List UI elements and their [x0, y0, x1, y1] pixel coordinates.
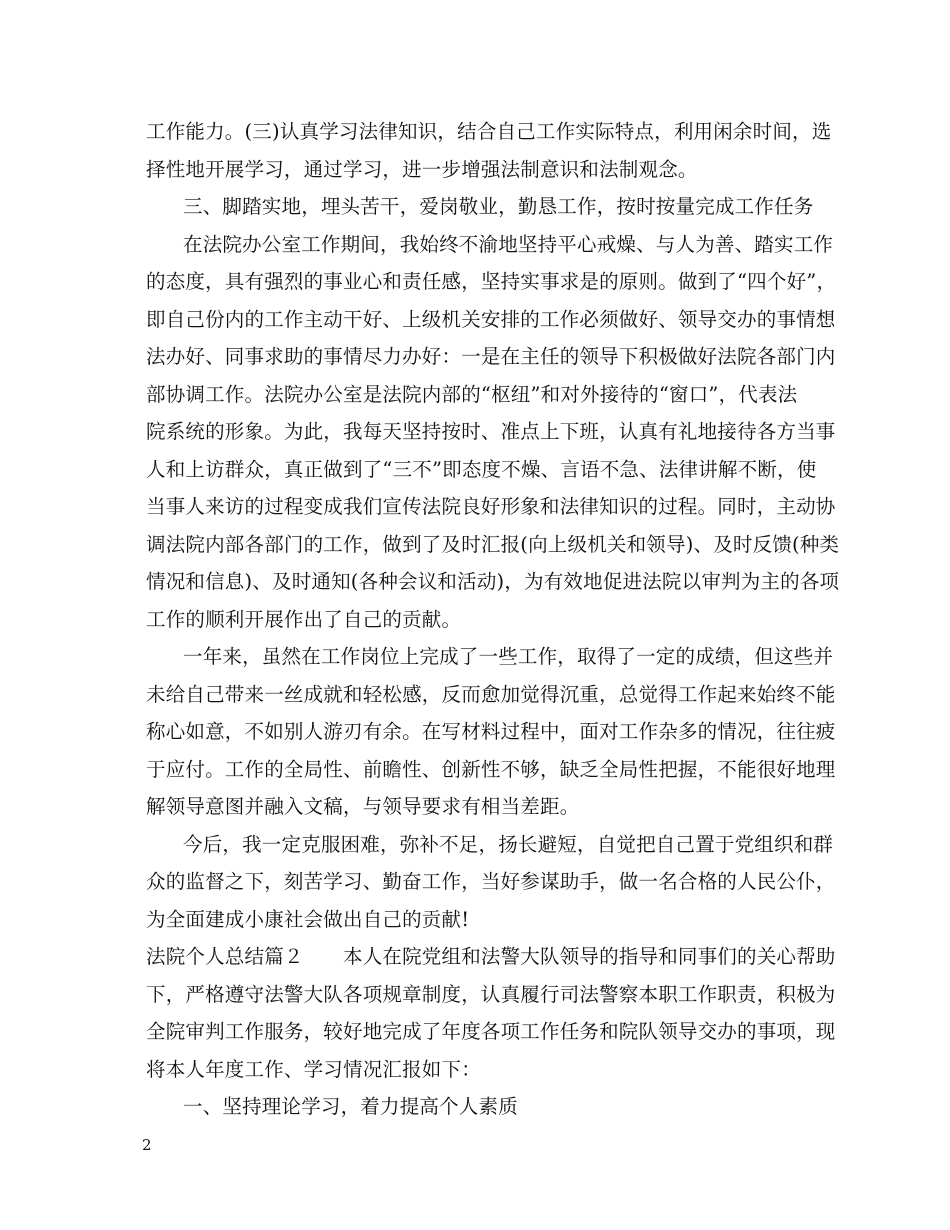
body-text-line: 众的监督之下，刻苦学习、勤奋工作，当好参谋助手，做一名合格的人民公仆，	[146, 870, 836, 893]
body-text-line: 于应付。工作的全局性、前瞻性、创新性不够，缺乏全局性把握，不能很好地理	[146, 758, 836, 781]
body-text-line: 工作的顺利开展作出了自己的贡献。	[146, 608, 462, 631]
body-text-line: 即自己份内的工作主动干好、上级机关安排的工作必须做好、领导交办的事情想	[146, 308, 836, 331]
body-text-line: 人和上访群众，真正做到了“三不”即态度不燥、言语不急、法律讲解不断，使	[146, 458, 817, 481]
body-text-line: 将本人年度工作、学习情况汇报如下：	[146, 1058, 481, 1081]
body-text-line: 的态度，具有强烈的事业心和责任感，坚持实事求是的原则。做到了“四个好”，	[146, 270, 837, 293]
body-text-line: 情况和信息)、及时通知(各种会议和活动)，为有效地促进法院以审判为主的各项	[146, 570, 840, 593]
body-text-line: 全院审判工作服务，较好地完成了年度各项工作任务和院队领导交办的事项，现	[146, 1020, 836, 1043]
body-text-line: 在法院办公室工作期间，我始终不渝地坚持平心戒燥、与人为善、踏实工作	[183, 233, 834, 256]
body-text-line: 择性地开展学习，通过学习，进一步增强法制意识和法制观念。	[146, 158, 698, 181]
article-title-line: 法院个人总结篇２ 本人在院党组和法警大队领导的指导和同事们的关心帮助	[146, 945, 836, 968]
body-text-line: 称心如意，不如别人游刃有余。在写材料过程中，面对工作杂多的情况，往往疲	[146, 720, 836, 743]
section-heading: 一、坚持理论学习，着力提高个人素质	[183, 1095, 518, 1118]
body-text-line: 当事人来访的过程变成我们宣传法院良好形象和法律知识的过程。同时，主动协	[146, 495, 836, 518]
body-text-line: 法办好、同事求助的事情尽力办好：一是在主任的领导下积极做好法院各部门内	[146, 345, 836, 368]
section-heading: 三、脚踏实地，埋头苦干，爱岗敬业，勤恳工作，按时按量完成工作任务	[183, 195, 814, 218]
body-text-line: 院系统的形象。为此，我每天坚持按时、准点上下班，认真有礼地接待各方当事	[146, 420, 836, 443]
body-text-line: 一年来，虽然在工作岗位上完成了一些工作，取得了一定的成绩，但这些并	[183, 645, 834, 668]
body-text-line: 为全面建成小康社会做出自己的贡献!	[146, 908, 470, 931]
body-text-line: 工作能力。(三)认真学习法律知识，结合自己工作实际特点，利用闲余时间，选	[146, 120, 832, 143]
body-text-line: 解领导意图并融入文稿，与领导要求有相当差距。	[146, 795, 580, 818]
body-text-line: 下，严格遵守法警大队各项规章制度，认真履行司法警察本职工作职责，积极为	[146, 983, 836, 1006]
body-text-line: 未给自己带来一丝成就和轻松感，反而愈加觉得沉重，总觉得工作起来始终不能	[146, 683, 836, 706]
page-number: 2	[142, 1136, 152, 1154]
body-text-line: 今后，我一定克服困难，弥补不足，扬长避短，自觉把自己置于党组织和群	[183, 833, 834, 856]
body-text-line: 调法院内部各部门的工作，做到了及时汇报(向上级机关和领导)、及时反馈(种类	[146, 533, 840, 556]
body-text-line: 部协调工作。法院办公室是法院内部的“枢纽”和对外接待的“窗口”，代表法	[146, 383, 798, 406]
